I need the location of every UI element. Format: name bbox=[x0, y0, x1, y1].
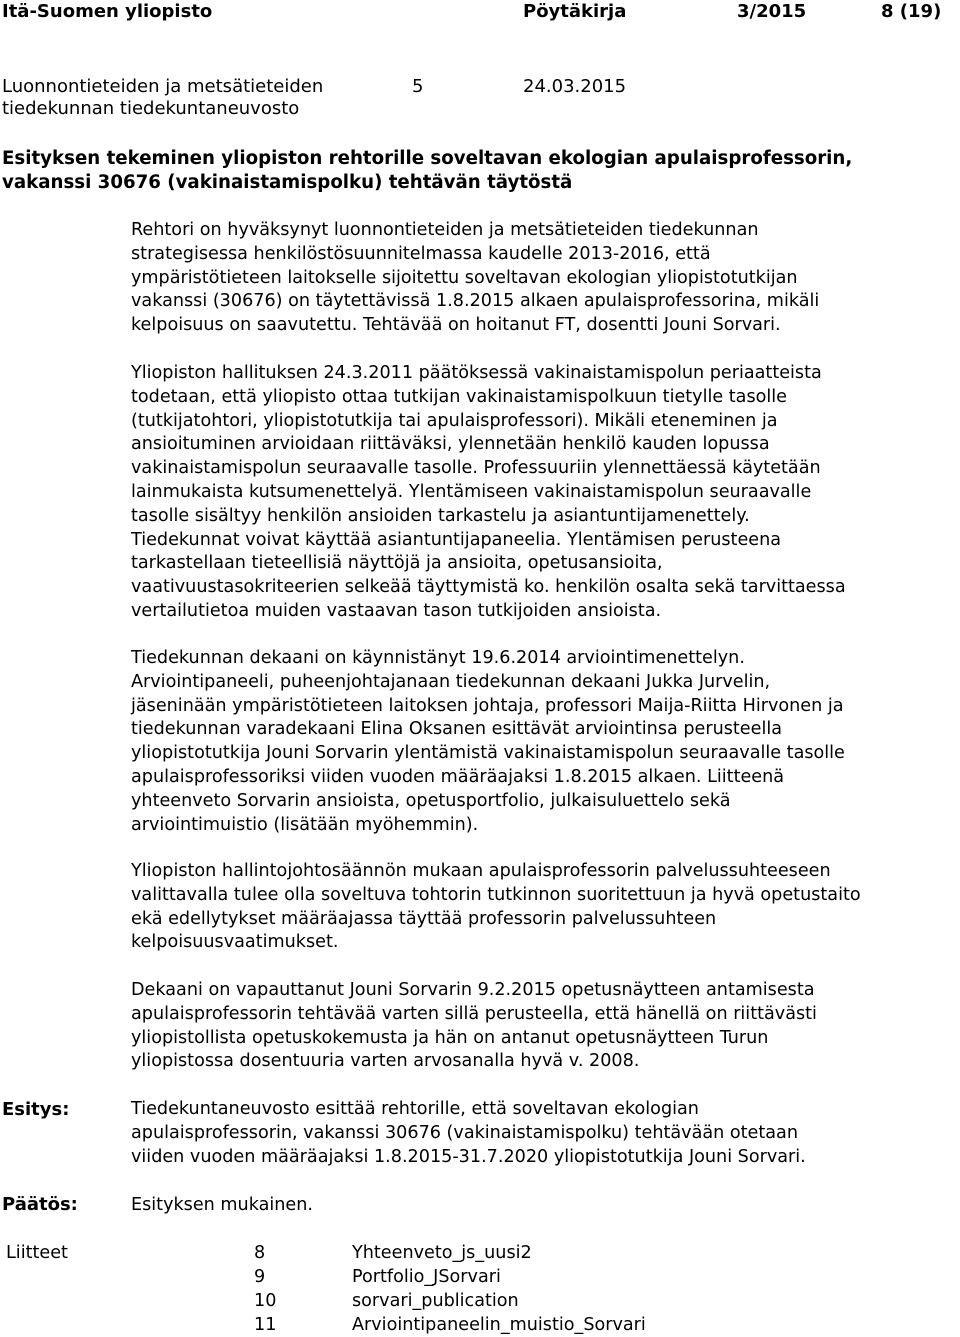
document-type: Pöytäkirja bbox=[523, 1, 627, 22]
attachment-number: 11 bbox=[254, 1315, 277, 1335]
text-line: Tiedekunnat voivat käyttää asiantuntijapaneelia. Ylentämisen perusteena bbox=[131, 529, 782, 550]
text-line: valittavalla tulee olla soveltuva tohtorin tutkinnon suoritettuun ja hyvä opetustaito bbox=[131, 884, 861, 905]
meeting-body-line2: tiedekunnan tiedekuntaneuvosto bbox=[2, 98, 300, 119]
attachment-number: 10 bbox=[254, 1291, 277, 1311]
text-line: Yliopiston hallintojohtosäännön mukaan apulaisprofessorin palvelussuhteeseen bbox=[131, 861, 831, 881]
text-line: apulaisprofessorin, vakanssi 30676 (vakinaistamispolku) tehtävään otetaan bbox=[131, 1122, 798, 1143]
text-line: kelpoisuus on saavutettu. Tehtävää on hoitanut FT, dosentti Jouni Sorvari. bbox=[131, 315, 781, 336]
text-line: kelpoisuusvaatimukset. bbox=[131, 932, 339, 953]
text-line: apulaisprofessoriksi viiden vuoden määräajaksi 1.8.2015 alkaen. Liitteenä bbox=[131, 766, 785, 787]
text-line: todetaan, että yliopisto ottaa tutkijan vakinaistamispolkuun tietylle tasolle bbox=[131, 386, 787, 407]
text-line: Rehtori on hyväksynyt luonnontieteiden ja metsätieteiden tiedekunnan bbox=[131, 220, 759, 240]
proposal-text bbox=[131, 1098, 960, 1169]
paragraph-5 bbox=[131, 979, 960, 1074]
paragraph-2 bbox=[131, 362, 960, 624]
attachment-name: Yhteenveto_js_uusi2 bbox=[352, 1243, 532, 1263]
text-line: yliopistossa dosentuuria varten arvosanalla hyvä v. 2008. bbox=[131, 1051, 640, 1072]
attachment-name: sorvari_publication bbox=[352, 1291, 519, 1311]
document-number: 3/2015 bbox=[737, 1, 807, 22]
item-number: 5 bbox=[412, 76, 424, 97]
text-line: Tiedekuntaneuvosto esittää rehtorille, että soveltavan ekologian bbox=[131, 1099, 699, 1119]
university-name: Itä-Suomen yliopisto bbox=[2, 1, 213, 22]
attachments-label: Liitteet bbox=[6, 1243, 68, 1263]
text-line: ekä edellytykset määräajassa täyttää professorin palvelussuhteen bbox=[131, 908, 717, 929]
text-line: vaativuustasokriteerien selkeää täyttymistä ko. henkilön osalta sekä tarvittaessa bbox=[131, 577, 846, 598]
meeting-body-line1: Luonnontieteiden ja metsätieteiden bbox=[2, 76, 324, 97]
page-header bbox=[0, 0, 960, 26]
text-line: tarkastellaan tieteellisiä näyttöjä ja ansioita, opetusansioita, bbox=[131, 553, 663, 574]
item-title bbox=[2, 147, 852, 195]
item-title-line: vakanssi 30676 (vakinaistamispolku) tehtävän täytöstä bbox=[2, 172, 573, 193]
paragraph-4 bbox=[131, 860, 960, 955]
text-line: viiden vuoden määräajaksi 1.8.2015-31.7.2020 yliopistotutkija Jouni Sorvari. bbox=[131, 1146, 806, 1167]
attachment-name: Portfolio_JSorvari bbox=[352, 1267, 501, 1287]
text-line: vakanssi (30676) on täytettävissä 1.8.2015 alkaen apulaisprofessorina, mikäli bbox=[131, 291, 820, 312]
meeting-date: 24.03.2015 bbox=[523, 76, 627, 97]
text-line: ansioituminen arvioidaan riittäväksi, ylennetään henkilö kauden lopussa bbox=[131, 434, 770, 455]
text-line: (tutkijatohtori, yliopistotutkija tai apulaisprofessori). Mikäli eteneminen ja bbox=[131, 410, 778, 431]
text-line: vakinaistamispolun seuraavalle tasolle. Professuuriin ylennettäessä käytetään bbox=[131, 458, 821, 479]
decision-text bbox=[131, 1194, 960, 1218]
text-line: vertailutietoa muiden vastaavan tason tutkijoiden ansioista. bbox=[131, 600, 662, 621]
text-line: strategisessa henkilöstösuunnitelmassa kaudelle 2013-2016, että bbox=[131, 243, 711, 264]
text-line: lainmukaista kutsumenettelyä. Ylentämiseen vakinaistamispolun seuraavalle bbox=[131, 481, 812, 502]
text-line: jäseninään ympäristötieteen laitoksen johtaja, professori Maija-Riitta Hirvonen ja bbox=[131, 695, 844, 716]
paragraph-3 bbox=[131, 647, 960, 837]
text-line: tiedekunnan varadekaani Elina Oksanen esittävät arviointinsa perusteella bbox=[131, 719, 783, 740]
text-line: Arviointipaneeli, puheenjohtajanaan tiedekunnan dekaani Jukka Jurvelin, bbox=[131, 671, 771, 692]
page-number: 8 (19) bbox=[881, 1, 942, 22]
paragraph-1 bbox=[131, 219, 960, 338]
item-title-line: Esityksen tekeminen yliopiston rehtorille soveltavan ekologian apulaisprofessorin, bbox=[2, 148, 853, 169]
text-line: yhteenveto Sorvarin ansioista, opetusportfolio, julkaisuluettelo sekä bbox=[131, 790, 731, 811]
text-line: yliopistotutkija Jouni Sorvarin ylentämistä vakinaistamispolun seuraavalle tasolle bbox=[131, 743, 845, 764]
text-line: Yliopiston hallituksen 24.3.2011 päätöksessä vakinaistamispolun periaatteista bbox=[131, 363, 822, 383]
text-line: apulaisprofessorin tehtävää varten sillä perusteella, että hänellä on riittävästi bbox=[131, 1003, 817, 1024]
text-line: tasolle sisältyy henkilön ansioiden tarkastelu ja asiantuntijamenettely. bbox=[131, 505, 750, 526]
text-line: ympäristötieteen laitokselle sijoitettu soveltavan ekologian yliopistotutkijan bbox=[131, 267, 798, 288]
text-line: yliopistollista opetuskokemusta ja hän on antanut opetusnäytteen Turun bbox=[131, 1027, 769, 1048]
attachment-number: 9 bbox=[254, 1267, 266, 1287]
attachment-name: Arviointipaneelin_muistio_Sorvari bbox=[352, 1315, 646, 1335]
attachment-number: 8 bbox=[254, 1243, 266, 1263]
text-line: Esityksen mukainen. bbox=[131, 1195, 313, 1215]
text-line: arviointimuistio (lisätään myöhemmin). bbox=[131, 814, 479, 835]
proposal-label: Esitys: bbox=[2, 1099, 70, 1120]
text-line: Tiedekunnan dekaani on käynnistänyt 19.6.2014 arviointimenettelyn. bbox=[131, 648, 745, 668]
text-line: Dekaani on vapauttanut Jouni Sorvarin 9.2.2015 opetusnäytteen antamisesta bbox=[131, 980, 815, 1000]
decision-label: Päätös: bbox=[2, 1194, 78, 1215]
